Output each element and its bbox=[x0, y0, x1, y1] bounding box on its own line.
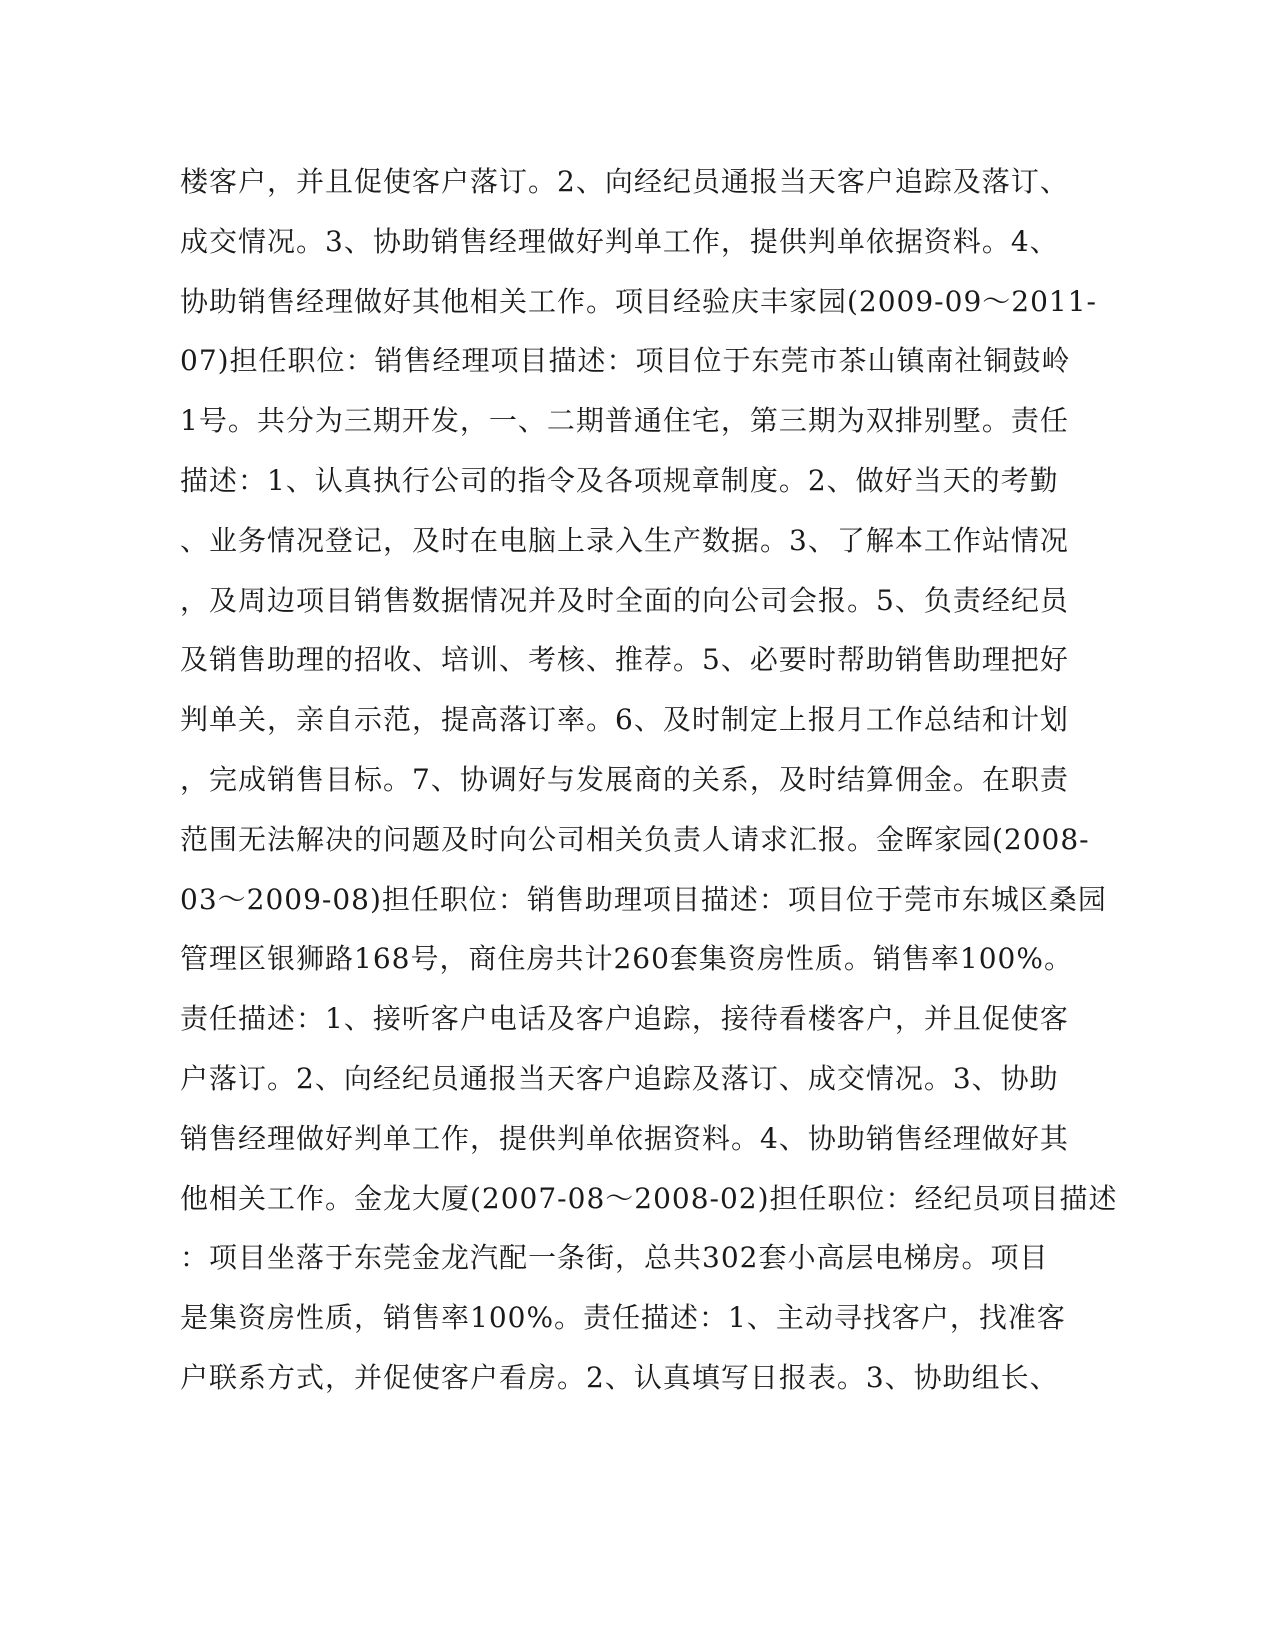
text-line: 楼客户，并且促使客户落订。2、向经纪员通报当天客户追踪及落订、 bbox=[180, 165, 1069, 198]
text-line: 他相关工作。金龙大厦(2007-08～2008-02)担任职位：经纪员项目描述 bbox=[180, 1181, 1118, 1215]
text-line: 、业务情况登记，及时在电脑上录入生产数据。3、了解本工作站情况 bbox=[180, 523, 1069, 557]
text-line: 07)担任职位：销售经理项目描述：项目位于东莞市茶山镇南社铜鼓岭 bbox=[180, 344, 1071, 378]
text-line: 是集资房性质，销售率100%。责任描述：1、主动寻找客户，找准客 bbox=[180, 1301, 1066, 1335]
text-line: 销售经理做好判单工作，提供判单依据资料。4、协助销售经理做好其 bbox=[180, 1121, 1069, 1155]
text-line: 成交情况。3、协助销售经理做好判单工作，提供判单依据资料。4、 bbox=[180, 224, 1059, 258]
text-line: ，及周边项目销售数据情况并及时全面的向公司会报。5、负责经纪员 bbox=[180, 583, 1069, 617]
text-line: 及销售助理的招收、培训、考核、推荐。5、必要时帮助销售助理把好 bbox=[180, 643, 1069, 677]
text-line: ：项目坐落于东莞金龙汽配一条街，总共302套小高层电梯房。项目 bbox=[180, 1241, 1049, 1275]
text-line: 管理区银狮路168号，商住房共计260套集资房性质。销售率100%。 bbox=[180, 942, 1073, 976]
text-line: 户联系方式，并促使客户看房。2、认真填写日报表。3、协助组长、 bbox=[180, 1360, 1059, 1394]
text-line: 范围无法解决的问题及时向公司相关负责人请求汇报。金晖家园(2008- bbox=[180, 822, 1090, 856]
body-text bbox=[180, 152, 1118, 1408]
text-line: 协助销售经理做好其他相关工作。项目经验庆丰家园(2009-09～2011- bbox=[180, 284, 1097, 318]
text-line: 03～2009-08)担任职位：销售助理项目描述：项目位于莞市东城区桑园 bbox=[180, 882, 1107, 916]
text-line: 1号。共分为三期开发，一、二期普通住宅，第三期为双排别墅。责任 bbox=[180, 404, 1069, 438]
text-line: 判单关，亲自示范，提高落订率。6、及时制定上报月工作总结和计划 bbox=[180, 703, 1069, 737]
text-line: 户落订。2、向经纪员通报当天客户追踪及落订、成交情况。3、协助 bbox=[180, 1061, 1059, 1095]
text-line: ，完成销售目标。7、协调好与发展商的关系，及时结算佣金。在职责 bbox=[180, 762, 1069, 796]
text-line: 描述：1、认真执行公司的指令及各项规章制度。2、做好当天的考勤 bbox=[180, 463, 1059, 497]
text-line: 责任描述：1、接听客户电话及客户追踪，接待看楼客户，并且促使客 bbox=[180, 1002, 1069, 1036]
